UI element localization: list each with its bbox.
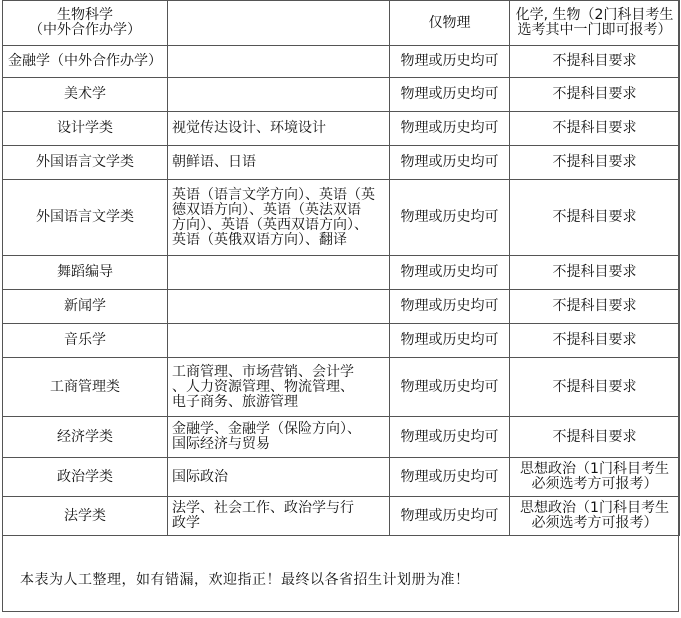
major-cell: 政治学类 <box>3 458 168 497</box>
direction-cell: 朝鲜语、日语 <box>168 146 390 180</box>
table-row <box>3 46 680 78</box>
disclaimer-note: 本表为人工整理，如有错漏，欢迎指正！最终以各省招生计划册为准！ <box>20 572 470 588</box>
first-subject-cell: 物理或历史均可 <box>390 112 510 146</box>
table-row <box>3 1 680 46</box>
first-subject-cell: 物理或历史均可 <box>390 324 510 358</box>
major-cell: 工商管理类 <box>3 358 168 417</box>
first-subject-cell: 仅物理 <box>390 1 510 46</box>
table-row <box>3 324 680 358</box>
second-subject-cell: 不提科目要求 <box>510 180 680 256</box>
major-cell: 舞蹈编导 <box>3 256 168 290</box>
major-cell: 法学类 <box>3 497 168 536</box>
direction-cell: 国际政治 <box>168 458 390 497</box>
second-subject-cell: 不提科目要求 <box>510 256 680 290</box>
direction-cell: 英语（语言文学方向）、英语（英 德双语方向）、英语（英法双语 方向）、英语（英西双语方向）、 英语（英俄双语方向）、翻译 <box>168 180 390 256</box>
first-subject-cell: 物理或历史均可 <box>390 78 510 112</box>
first-subject-cell: 物理或历史均可 <box>390 256 510 290</box>
second-subject-cell: 化学, 生物（2门科目考生 选考其中一门即可报考） <box>510 1 680 46</box>
direction-cell: 法学、社会工作、政治学与行 政学 <box>168 497 390 536</box>
subject-requirements-table <box>2 0 680 536</box>
direction-cell: 视觉传达设计、环境设计 <box>168 112 390 146</box>
second-subject-cell: 不提科目要求 <box>510 417 680 458</box>
major-cell: 设计学类 <box>3 112 168 146</box>
major-cell: 生物科学 （中外合作办学） <box>3 1 168 46</box>
first-subject-cell: 物理或历史均可 <box>390 417 510 458</box>
first-subject-cell: 物理或历史均可 <box>390 497 510 536</box>
table-row <box>3 78 680 112</box>
second-subject-cell: 思想政治（1门科目考生 必须选考方可报考） <box>510 497 680 536</box>
second-subject-cell: 不提科目要求 <box>510 290 680 324</box>
second-subject-cell: 不提科目要求 <box>510 146 680 180</box>
direction-cell <box>168 324 390 358</box>
direction-cell: 工商管理、市场营销、会计学 、人力资源管理、物流管理、 电子商务、旅游管理 <box>168 358 390 417</box>
direction-cell <box>168 290 390 324</box>
major-cell: 美术学 <box>3 78 168 112</box>
major-cell: 外国语言文学类 <box>3 146 168 180</box>
major-cell: 外国语言文学类 <box>3 180 168 256</box>
first-subject-cell: 物理或历史均可 <box>390 458 510 497</box>
second-subject-cell: 不提科目要求 <box>510 78 680 112</box>
table-row <box>3 458 680 497</box>
first-subject-cell: 物理或历史均可 <box>390 46 510 78</box>
second-subject-cell: 思想政治（1门科目考生 必须选考方可报考） <box>510 458 680 497</box>
first-subject-cell: 物理或历史均可 <box>390 180 510 256</box>
major-cell: 新闻学 <box>3 290 168 324</box>
table-row <box>3 497 680 536</box>
direction-cell <box>168 256 390 290</box>
second-subject-cell: 不提科目要求 <box>510 358 680 417</box>
table-row <box>3 146 680 180</box>
major-cell: 音乐学 <box>3 324 168 358</box>
direction-cell <box>168 46 390 78</box>
major-cell: 经济学类 <box>3 417 168 458</box>
table-row <box>3 358 680 417</box>
table-row <box>3 290 680 324</box>
table-row <box>3 180 680 256</box>
direction-cell <box>168 78 390 112</box>
table-row <box>3 417 680 458</box>
first-subject-cell: 物理或历史均可 <box>390 146 510 180</box>
direction-cell <box>168 1 390 46</box>
second-subject-cell: 不提科目要求 <box>510 324 680 358</box>
table-row <box>3 112 680 146</box>
second-subject-cell: 不提科目要求 <box>510 112 680 146</box>
second-subject-cell: 不提科目要求 <box>510 46 680 78</box>
first-subject-cell: 物理或历史均可 <box>390 290 510 324</box>
direction-cell: 金融学、金融学（保险方向）、 国际经济与贸易 <box>168 417 390 458</box>
table-row <box>3 256 680 290</box>
major-cell: 金融学（中外合作办学） <box>3 46 168 78</box>
first-subject-cell: 物理或历史均可 <box>390 358 510 417</box>
